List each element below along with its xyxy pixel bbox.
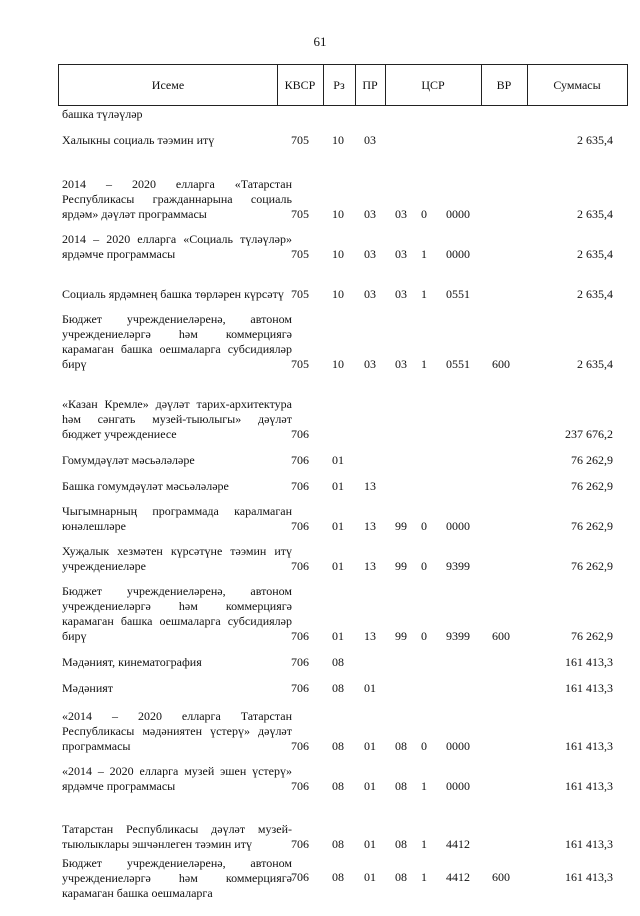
row-csr-subprogram: 0 — [421, 207, 427, 221]
row-vr: 600 — [492, 357, 510, 371]
row-sum: 161 413,3 — [565, 655, 613, 669]
header-vr: ВР — [496, 78, 512, 92]
row-rz: 08 — [332, 739, 344, 753]
row-csr-code: 9399 — [446, 559, 470, 573]
row-pr: 03 — [364, 133, 376, 147]
row-sum: 237 676,2 — [565, 427, 613, 441]
row-pr: 13 — [364, 629, 376, 643]
row-csr-code: 0000 — [446, 207, 470, 221]
row-csr-code: 0551 — [446, 287, 470, 301]
row-pr: 01 — [364, 779, 376, 793]
row-name: Башка гомумдәүләт мәсьәләләре — [62, 479, 229, 493]
row-rz: 08 — [332, 681, 344, 695]
row-name: Мәдәният, кинематография — [62, 655, 202, 669]
row-pr: 13 — [364, 479, 376, 493]
row-sum: 161 413,3 — [565, 739, 613, 753]
table-row — [0, 266, 640, 306]
row-kvsr: 705 — [291, 247, 309, 261]
row-name: «2014 – 2020 елларга Татарстан Республикасы мәдәниятен үстерү» дәүләт программасы — [62, 709, 292, 753]
row-rz: 10 — [332, 133, 344, 147]
row-kvsr: 706 — [291, 655, 309, 669]
row-kvsr: 706 — [291, 427, 309, 441]
row-vr: 600 — [492, 870, 510, 884]
row-sum: 76 262,9 — [571, 479, 613, 493]
row-csr-program: 99 — [395, 629, 407, 643]
row-rz: 01 — [332, 479, 344, 493]
row-sum: 76 262,9 — [571, 629, 613, 643]
row-csr-program: 08 — [395, 779, 407, 793]
row-kvsr: 706 — [291, 519, 309, 533]
table-row — [0, 446, 640, 472]
row-kvsr: 705 — [291, 207, 309, 221]
header-pr: ПР — [362, 78, 378, 92]
table-row — [0, 538, 640, 578]
row-csr-program: 99 — [395, 559, 407, 573]
row-name: башка түләүләр — [62, 107, 143, 121]
row-kvsr: 706 — [291, 739, 309, 753]
row-csr-code: 4412 — [446, 870, 470, 884]
row-csr-code: 0000 — [446, 739, 470, 753]
row-name: «2014 – 2020 елларга музей эшен үстерү» ярдәмче программасы — [62, 764, 292, 793]
row-csr-code: 0000 — [446, 247, 470, 261]
row-rz: 10 — [332, 357, 344, 371]
row-kvsr: 706 — [291, 681, 309, 695]
row-sum: 161 413,3 — [565, 870, 613, 884]
row-csr-subprogram: 1 — [421, 870, 427, 884]
row-sum: 2 635,4 — [577, 207, 613, 221]
row-kvsr: 705 — [291, 287, 309, 301]
row-name: Мәдәният — [62, 681, 114, 695]
row-csr-subprogram: 1 — [421, 247, 427, 261]
row-csr-program: 08 — [395, 739, 407, 753]
row-csr-program: 03 — [395, 207, 407, 221]
row-kvsr: 706 — [291, 629, 309, 643]
row-csr-program: 03 — [395, 357, 407, 371]
row-pr: 13 — [364, 519, 376, 533]
page-number: 61 — [313, 34, 327, 49]
row-csr-subprogram: 0 — [421, 559, 427, 573]
table-row — [0, 498, 640, 538]
table-row — [0, 226, 640, 266]
row-pr: 01 — [364, 870, 376, 884]
row-rz: 10 — [332, 287, 344, 301]
row-csr-code: 0000 — [446, 779, 470, 793]
row-kvsr: 706 — [291, 779, 309, 793]
table-row — [0, 106, 640, 126]
row-sum: 76 262,9 — [571, 519, 613, 533]
row-kvsr: 705 — [291, 133, 309, 147]
table-row — [0, 306, 640, 376]
row-pr: 03 — [364, 247, 376, 261]
row-pr: 01 — [364, 681, 376, 695]
row-csr-program: 99 — [395, 519, 407, 533]
row-sum: 76 262,9 — [571, 453, 613, 467]
header-kvsr: КВСР — [284, 78, 316, 92]
row-pr: 01 — [364, 837, 376, 851]
row-pr: 13 — [364, 559, 376, 573]
row-pr: 03 — [364, 207, 376, 221]
row-kvsr: 706 — [291, 837, 309, 851]
row-sum: 161 413,3 — [565, 837, 613, 851]
row-name: Татарстан Республикасы дәүләт музей-тыюлыклары эшчәнлеген тәэмин итү — [62, 822, 292, 851]
row-sum: 2 635,4 — [577, 357, 613, 371]
row-kvsr: 705 — [291, 357, 309, 371]
row-rz: 08 — [332, 837, 344, 851]
row-csr-subprogram: 0 — [421, 629, 427, 643]
row-pr: 03 — [364, 287, 376, 301]
row-sum: 2 635,4 — [577, 247, 613, 261]
row-sum: 161 413,3 — [565, 779, 613, 793]
row-csr-program: 03 — [395, 247, 407, 261]
row-name: Бюджет учреждениеләренә, автоном учреждениеләргә һәм коммерциягә карамаган башка оешмаларга субсидияләр бирү — [62, 584, 292, 643]
table-row — [0, 126, 640, 152]
table-row — [0, 578, 640, 648]
row-csr-subprogram: 0 — [421, 519, 427, 533]
table-row — [0, 152, 640, 226]
row-rz: 01 — [332, 559, 344, 573]
row-kvsr: 706 — [291, 870, 309, 884]
row-name: Социаль ярдәмнең башка төрләрен күрсәтү — [62, 287, 284, 301]
row-name: Бюджет учреждениеләренә, автоном учреждениеләргә һәм коммерциягә карамаган башка оешмаларга субсидияләр бирү — [62, 312, 292, 371]
table-row — [0, 472, 640, 498]
table-row — [0, 700, 640, 758]
row-rz: 08 — [332, 655, 344, 669]
row-csr-subprogram: 0 — [421, 739, 427, 753]
row-rz: 10 — [332, 247, 344, 261]
row-name: Бюджет учреждениеләренә, автоном учреждениеләргә һәм коммерциягә карамаган башка оешмаларга — [62, 856, 292, 900]
row-vr: 600 — [492, 629, 510, 643]
table-row — [0, 674, 640, 700]
row-rz: 01 — [332, 629, 344, 643]
table-row — [0, 758, 640, 798]
row-kvsr: 706 — [291, 559, 309, 573]
row-name: Гомумдәүләт мәсьәләләре — [62, 453, 195, 467]
row-name: Чыгымнарның программада каралмаган юнәлешләре — [62, 504, 292, 533]
row-name: Хуҗалык хезмәтен күрсәтүне тәэмин итү учреждениеләре — [62, 544, 292, 573]
table-row — [0, 856, 640, 916]
table-header — [58, 64, 628, 106]
row-name: «Казан Кремле» дәүләт тарих-архитектура һәм сәнгать музей-тыюлыгы» дәүләт бюджет учреждениесе — [62, 397, 292, 441]
row-csr-subprogram: 1 — [421, 779, 427, 793]
header-csr: ЦСР — [421, 78, 445, 92]
row-kvsr: 706 — [291, 479, 309, 493]
row-sum: 161 413,3 — [565, 681, 613, 695]
row-csr-code: 0000 — [446, 519, 470, 533]
table-row — [0, 798, 640, 856]
row-csr-subprogram: 1 — [421, 837, 427, 851]
row-csr-subprogram: 1 — [421, 357, 427, 371]
row-csr-program: 03 — [395, 287, 407, 301]
row-pr: 03 — [364, 357, 376, 371]
row-csr-code: 4412 — [446, 837, 470, 851]
row-rz: 08 — [332, 870, 344, 884]
row-csr-program: 08 — [395, 837, 407, 851]
row-name: 2014 – 2020 елларга «Татарстан Республикасы гражданнарына социаль ярдәм» дәүләт программасы — [62, 177, 292, 221]
row-rz: 10 — [332, 207, 344, 221]
row-csr-program: 08 — [395, 870, 407, 884]
row-rz: 01 — [332, 453, 344, 467]
table-row — [0, 376, 640, 446]
row-rz: 01 — [332, 519, 344, 533]
header-sum: Суммасы — [553, 78, 601, 92]
header-name: Исеме — [151, 78, 185, 92]
row-name: 2014 – 2020 елларга «Социаль түләүләр» ярдәмче программасы — [62, 232, 292, 261]
row-pr: 01 — [364, 739, 376, 753]
row-sum: 2 635,4 — [577, 287, 613, 301]
row-csr-code: 0551 — [446, 357, 470, 371]
row-rz: 08 — [332, 779, 344, 793]
table-row — [0, 648, 640, 674]
row-csr-subprogram: 1 — [421, 287, 427, 301]
row-sum: 76 262,9 — [571, 559, 613, 573]
header-rz: Рз — [333, 78, 345, 92]
row-sum: 2 635,4 — [577, 133, 613, 147]
row-name: Халыкны социаль тәэмин итү — [62, 133, 215, 147]
row-csr-code: 9399 — [446, 629, 470, 643]
row-kvsr: 706 — [291, 453, 309, 467]
table-body — [0, 106, 640, 916]
